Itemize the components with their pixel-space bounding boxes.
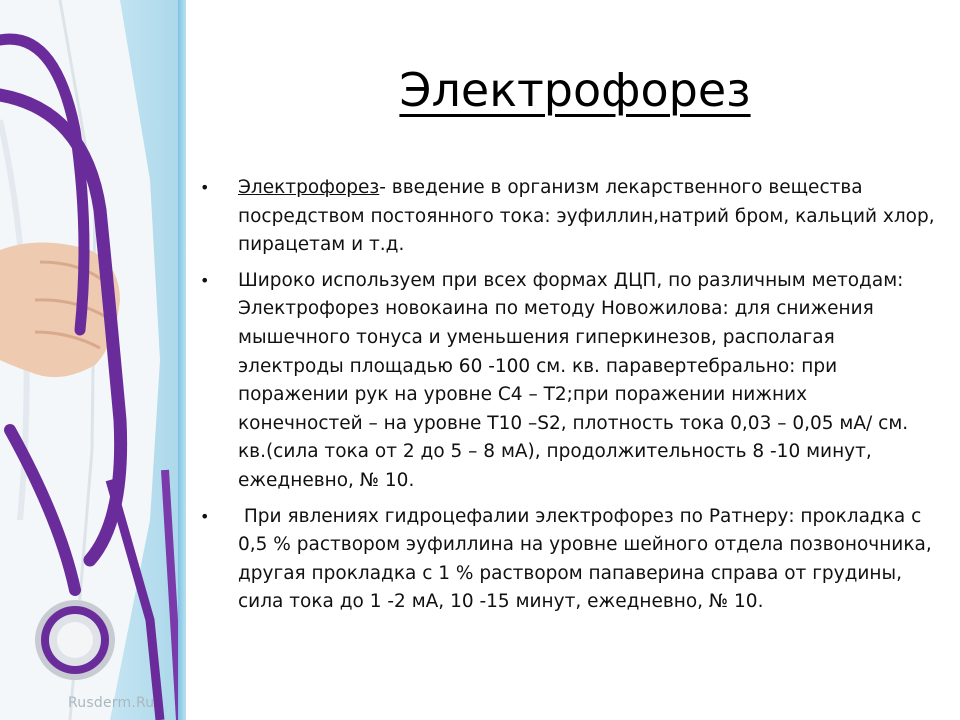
bullet-item-methods: [200, 267, 935, 496]
bullet-marker: •: [200, 506, 210, 526]
bullet-text: При явлениях гидроцефалии электрофорез по Ратнеру: прокладка с 0,5 % раствором эуфиллина на уровне шейного отдела позвоночника, другая прокладка с 1 % раствором папаверина справа от грудины, сила тока до 1 -2 мА, 10 -15 минут, ежедневно, № 10.: [238, 505, 938, 613]
bullet-marker: •: [200, 270, 210, 290]
decorative-photo-panel: [0, 0, 186, 720]
bullet-text: Широко используем при всех формах ДЦП, по различным методам:: [238, 269, 904, 291]
bullet-item-hydrocephalus: [200, 503, 938, 617]
panel-edge: [178, 0, 186, 720]
bullet-text: - введение в организм лекарственного вещества посредством постоянного тока: эуфиллин,натрий бром, кальций хлор, пирацетам и т.д.: [238, 177, 935, 256]
slide-title: Электрофорез: [399, 63, 751, 117]
bullet-list: [200, 174, 938, 624]
bullet-marker: •: [200, 178, 210, 197]
doctor-stethoscope-image: [0, 0, 186, 720]
bullet-item-definition: [200, 174, 935, 260]
bullet-term: Электрофорез: [238, 177, 380, 198]
bullet-subtext: Электрофорез новокаина по методу Новожилова: для снижения мышечного тонуса и уменьшения гиперкинезов, располагая электроды площадью 60 -100 см. кв. паравертебрально: при поражении рук на уровне C4 – T2;при поражении нижних конечностей – на уровне T10 –S2, плотность тока 0,03 – 0,05 мА/ см. кв.(сила тока от 2 до 5 – 8 мА), продолжительность 8 -10 минут, ежедневно, № 10.: [238, 298, 909, 491]
watermark: Rusderm.Ru: [68, 695, 155, 711]
